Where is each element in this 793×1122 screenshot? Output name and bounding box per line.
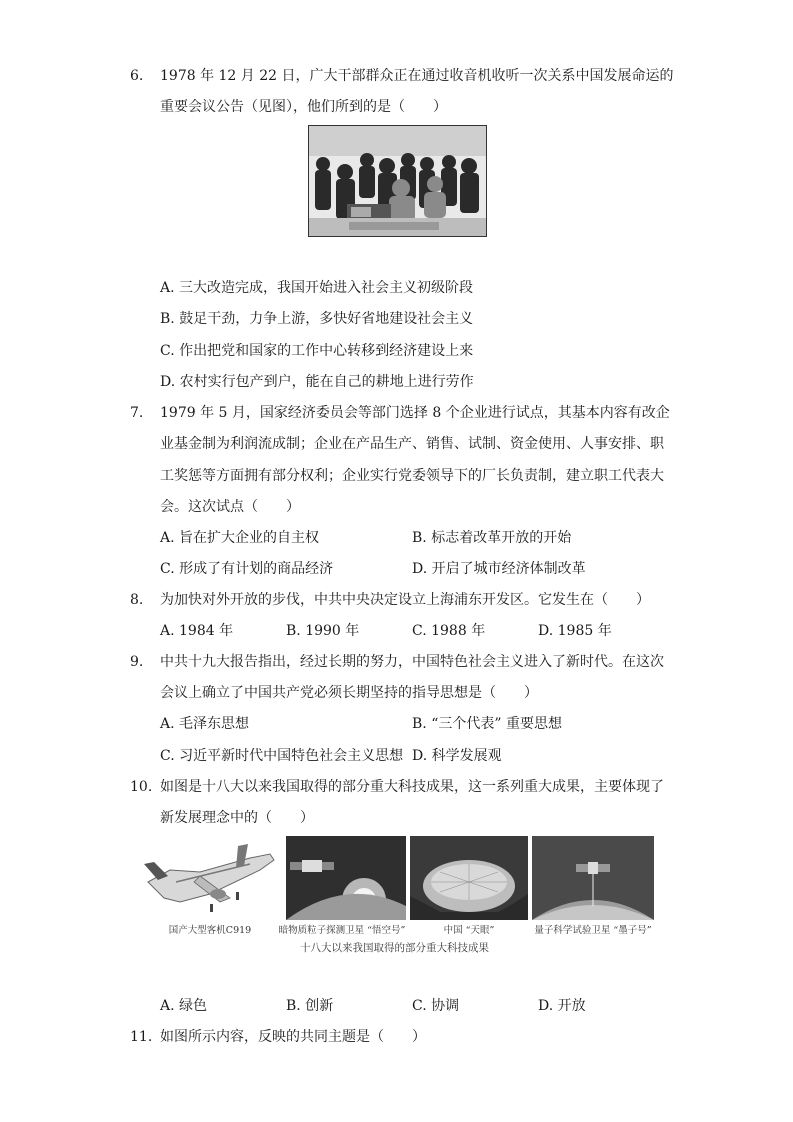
- radio-listening-photo: [308, 125, 487, 237]
- fast-telescope-art: [410, 836, 528, 920]
- question-7-option-a: A. 旨在扩大企业的自主权: [160, 530, 320, 546]
- question-8-option-a: A. 1984 年: [160, 623, 234, 639]
- question-9-option-a: A. 毛泽东思想: [160, 716, 250, 732]
- question-8-number: 8.: [130, 592, 144, 608]
- mozi-satellite-photo: [532, 836, 654, 920]
- question-8-option-b: B. 1990 年: [286, 623, 360, 639]
- radio-listening-photo-art: [309, 126, 486, 236]
- fast-telescope-photo: [410, 836, 528, 920]
- question-6-line-1: 1978 年 12 月 22 日，广大干部群众正在通过收音机收听一次关系中国发展命运的: [160, 68, 674, 84]
- question-6-number: 6.: [130, 68, 144, 84]
- figure-caption-wukong: 暗物质粒子探测卫星 “悟空号”: [278, 925, 406, 936]
- question-10-line-2: 新发展理念中的（ ）: [160, 810, 314, 826]
- question-10-option-a: A. 绿色: [160, 998, 208, 1014]
- question-7-line-2: 业基金制为利润流成制；企业在产品生产、销售、试制、资金使用、人事安排、职: [160, 436, 664, 452]
- question-6-option-b: B. 鼓足干劲，力争上游，多快好省地建设社会主义: [160, 311, 474, 327]
- figure-caption-mozi: 量子科学试验卫星 “墨子号”: [534, 925, 652, 936]
- mozi-satellite-art: [532, 836, 654, 920]
- wukong-satellite-art: [286, 836, 406, 920]
- figure-title: 十八大以来我国取得的部分重大科技成果: [300, 942, 489, 954]
- question-10-option-b: B. 创新: [286, 998, 334, 1014]
- question-6-option-a: A. 三大改造完成，我国开始进入社会主义初级阶段: [160, 280, 474, 296]
- question-9-option-c: C. 习近平新时代中国特色社会主义思想: [160, 748, 404, 764]
- question-6-line-2: 重要会议公告（见图），他们所到的是（ ）: [160, 99, 447, 115]
- figure-caption-c919: 国产大型客机C919: [168, 925, 252, 936]
- question-10-option-d: D. 开放: [538, 998, 586, 1014]
- question-7-option-c: C. 形成了有计划的商品经济: [160, 561, 334, 577]
- c919-aircraft-photo: [140, 836, 280, 920]
- question-7-line-1: 1979 年 5 月，国家经济委员会等部门选择 8 个企业进行试点，其基本内容有改企: [160, 405, 670, 421]
- question-9-number: 9.: [130, 654, 144, 670]
- question-9-line-2: 会议上确立了中国共产党必须长期坚持的指导思想是（ ）: [160, 685, 538, 701]
- c919-aircraft-art: [140, 836, 280, 920]
- question-6-option-d: D. 农村实行包产到户，能在自己的耕地上进行劳作: [160, 374, 474, 390]
- question-7-line-4: 会。这次试点（ ）: [160, 499, 300, 515]
- question-8-line-1: 为加快对外开放的步伐，中共中央决定设立上海浦东开发区。它发生在（ ）: [160, 592, 650, 608]
- question-9-option-b: B. “三个代表” 重要思想: [412, 716, 562, 732]
- question-8-option-d: D. 1985 年: [538, 623, 612, 639]
- question-9-option-d: D. 科学发展观: [412, 748, 502, 764]
- question-7-number: 7.: [130, 405, 144, 421]
- question-10-number: 10.: [130, 779, 153, 795]
- question-10-option-c: C. 协调: [412, 998, 460, 1014]
- question-7-option-b: B. 标志着改革开放的开始: [412, 530, 572, 546]
- question-6-option-c: C. 作出把党和国家的工作中心转移到经济建设上来: [160, 343, 474, 359]
- figure-caption-fast: 中国 “天眼”: [443, 925, 495, 936]
- question-11-number: 11.: [130, 1029, 153, 1045]
- question-9-line-1: 中共十九大报告指出，经过长期的努力，中国特色社会主义进入了新时代。在这次: [160, 654, 664, 670]
- wukong-satellite-photo: [286, 836, 406, 920]
- question-10-line-1: 如图是十八大以来我国取得的部分重大科技成果，这一系列重大成果，主要体现了: [160, 779, 664, 795]
- question-7-option-d: D. 开启了城市经济体制改革: [412, 561, 586, 577]
- question-7-line-3: 工奖惩等方面拥有部分权利；企业实行党委领导下的厂长负责制，建立职工代表大: [160, 468, 664, 484]
- question-8-option-c: C. 1988 年: [412, 623, 486, 639]
- question-11-line-1: 如图所示内容，反映的共同主题是（ ）: [160, 1029, 426, 1045]
